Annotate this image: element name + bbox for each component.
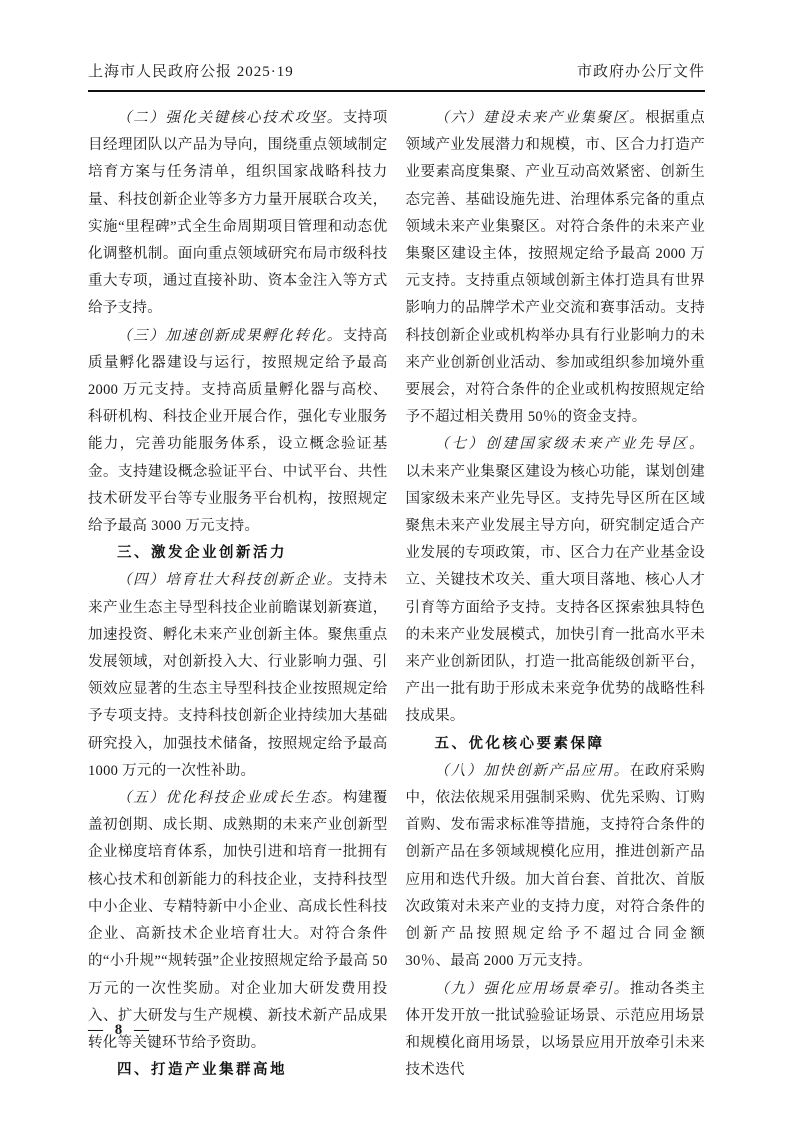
paragraph: [88, 105, 388, 323]
section-heading: 四、打造产业集群高地: [117, 1062, 287, 1079]
paragraph-lead: （四）培育壮大科技创新企业。: [117, 572, 343, 589]
page-number: — 8 —: [88, 1022, 153, 1038]
paragraph: [88, 785, 388, 1057]
paragraph: [406, 758, 706, 976]
section-heading: 三、激发企业创新活力: [117, 545, 287, 562]
paragraph-text: 构建覆盖初创期、成长期、成熟期的未来产业创新型企业梯度培育体系，加快引进和培育一批拥有核心技术和创新能力的科技企业，支持科技型中小企业、专精特新中小企业、高成长性科技企业、高新技术企业培育壮大。对符合条件的“小升规”“规转强”企业按照规定给予最高 50 万元的一次性奖励。对企业加大研发费用投入、扩大研发与生产规模、新技术新产品成果转化等关键环节给予资助。: [88, 790, 388, 1051]
right-column: [406, 105, 706, 1084]
paragraph-text: 根据重点领域产业发展潜力和规模，市、区合力打造产业要素高度集聚、产业互动高效紧密、创新生态完善、基础设施先进、治理体系完备的重点领域未来产业集聚区。对符合条件的未来产业集聚区建设主体，按照规定给予最高 2000 万元支持。支持重点领域创新主体打造具有世界影响力的品牌学术产业交流和赛事活动。支持科技创新企业或机构举办具有行业影响力的未来产业创新创业活动、参加或组织参加境外重要展会，对符合条件的企业或机构按照规定给予不超过相关费用 50％的资金支持。: [405, 110, 706, 426]
header-rule: [88, 90, 705, 92]
document-category: 市政府办公厅文件: [576, 64, 705, 80]
paragraph-lead: （三）加速创新成果孵化转化。: [117, 327, 343, 344]
paragraph: [406, 105, 706, 431]
gazette-title: 上海市人民政府公报 2025·19: [88, 64, 294, 80]
paragraph-lead: （二）强化关键核心技术攻坚。: [117, 110, 343, 126]
page-footer: [88, 1022, 153, 1039]
paragraph-text: 推动各类主体开发开放一批试验验证场景、示范应用场景和规模化商用场景，以场景应用开放牵引未来技术迭代: [405, 980, 705, 1079]
paragraph-lead: （七）创建国家级未来产业先导区。: [434, 436, 705, 453]
left-column: [88, 105, 388, 1084]
section-heading: 五、优化核心要素保障: [434, 735, 605, 752]
paragraph-lead: （六）建设未来产业集聚区。: [434, 110, 646, 126]
paragraph-text: 支持项目经理团队以产品为导向，围绕重点领域制定培育方案与任务清单，组织国家战略科技力量、科技创新企业等多方力量开展联合攻关，实施“里程碑”式全生命周期项目管理和动态优化调整机制。面向重点领域研究布局市级科技重大专项，通过直接补助、资本金注入等方式给予支持。: [88, 110, 388, 317]
paragraph-text: 支持未来产业生态主导型科技企业前瞻谋划新赛道，加速投资、孵化未来产业创新主体。聚焦重点发展领域，对创新投入大、行业影响力强、引领效应显著的生态主导型科技企业按照规定给予专项支持。支持科技创新企业持续加大基础研究投入，加强技术储备，按照规定给予最高 1000 万元的一次性补助。: [88, 572, 388, 779]
paragraph-lead: （八）加快创新产品应用。: [434, 762, 630, 779]
paragraph-lead: （九）强化应用场景牵引。: [434, 980, 630, 997]
paragraph: [406, 431, 706, 730]
paragraph: [88, 323, 388, 541]
paragraph-text: 支持高质量孵化器建设与运行，按照规定给予最高 2000 万元支持。支持高质量孵化器与高校、科研机构、科技企业开展合作，强化专业服务能力，完善功能服务体系，设立概念验证基金。支持建设概念验证平台、中试平台、共性技术研发平台等专业服务平台机构，按照规定给予最高 3000 万元支持。: [88, 327, 388, 535]
paragraph-text: 在政府采购中，依法依规采用强制采购、优先采购、订购首购、发布需求标准等措施，支持符合条件的创新产品在多领域规模化应用，推进创新产品应用和迭代升级。加大首台套、首批次、首版次政策对未来产业的支持力度，对符合条件的创新产品按照规定给予不超过合同金额 30％、最高 2000 万元支持。: [405, 762, 705, 970]
paragraph-lead: （五）优化科技企业成长生态。: [117, 790, 343, 807]
page-header: [88, 60, 705, 81]
paragraph: [406, 976, 706, 1085]
paragraph: [88, 567, 388, 785]
paragraph-text: 以未来产业集聚区建设为核心功能，谋划创建国家级未来产业先导区。支持先导区所在区域聚焦未来产业发展主导方向，研究制定适合产业发展的专项政策，市、区合力在产业基金设立、关键技术攻关、重大项目落地、核心人才引育等方面给予支持。支持各区探索独具特色的未来产业发展模式，加快引育一批高水平未来产业创新团队，打造一批高能级创新平台，产出一批有助于形成未来竞争优势的战略性科技成果。: [405, 463, 705, 725]
document-body: [88, 105, 705, 1084]
